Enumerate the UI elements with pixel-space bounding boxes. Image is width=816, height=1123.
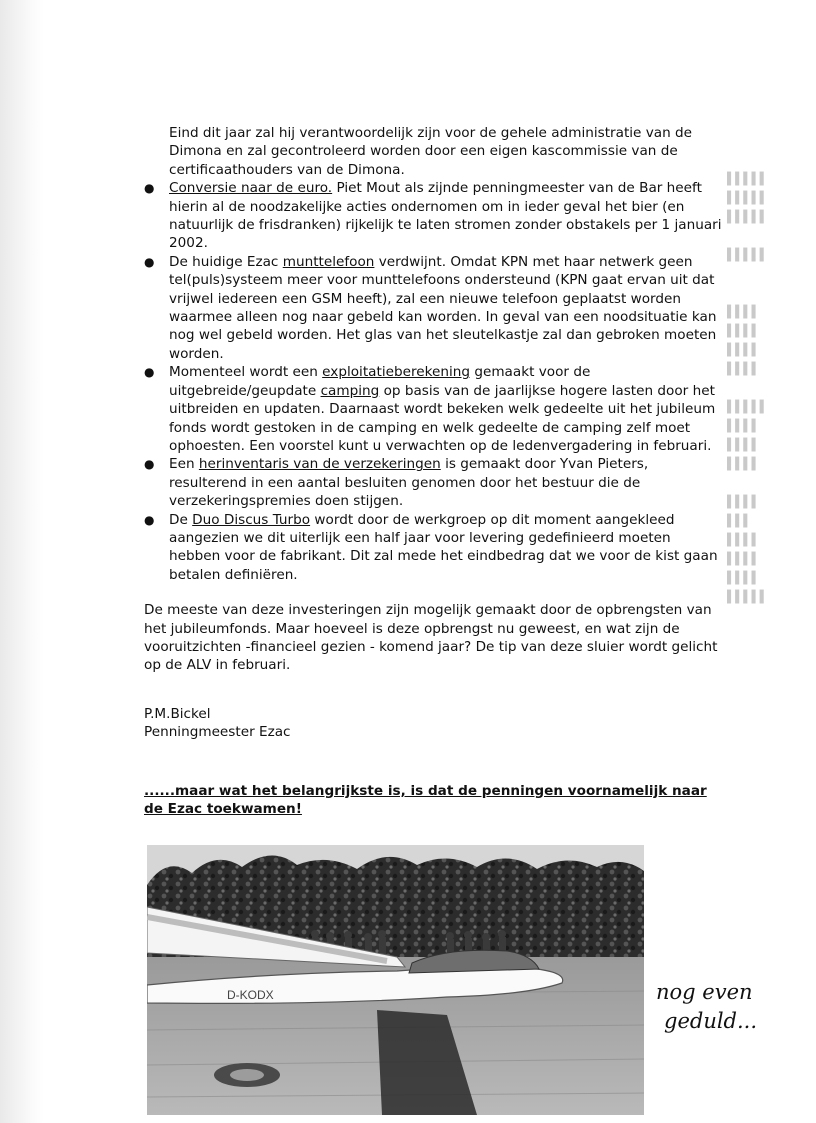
- signature-role: Penningmeester Ezac: [144, 724, 291, 741]
- bullet-prefix: Momenteel wordt een: [169, 364, 323, 381]
- bullet-item-exploitatie: [144, 363, 724, 455]
- bullet-dot-icon: ●: [144, 457, 155, 472]
- handwritten-line-1: nog even: [656, 980, 753, 1004]
- signature-block: [144, 705, 724, 742]
- summary-paragraph: De meeste van deze investeringen zijn mogelijk gemaakt door de opbrengsten van het jubileumfonds. Maar hoeveel is deze opbrengst nu geweest, en wat zijn de vooruitzichten -financieel gezien - komend jaar? De tip van deze sluier wordt gelicht op de ALV in februari.: [144, 602, 718, 674]
- show-through-text: ▌▌▌▌▌ ▌▌▌▌▌ ▌▌▌▌▌ ▌▌▌▌▌ ▌▌▌▌ ▌▌▌▌ ▌▌▌▌ ▌▌▌▌ ▌▌▌▌▌ ▌▌▌▌ ▌▌▌▌ ▌▌▌▌ ▌▌▌▌ ▌▌▌ ▌▌▌▌ ▌▌▌▌ ▌▌▌▌ ▌▌▌▌▌: [727, 173, 768, 603]
- bullet-text: verdwijnt. Omdat KPN met haar netwerk geen tel(puls)systeem meer voor munttelefoons ondersteund (KPN gaat ervan uit dat vrijwel iedereen een GSM heeft), zal een nieuwe telefoon geplaatst worden waarmee alleen nog naar gebeld kan worden. In geval van een noodsituatie kan nog wel gebeld worden. Het glas van het sleutelkastje zal dan gebroken moeten worden.: [169, 253, 717, 362]
- bullet-item-verzekeringen: [144, 455, 724, 510]
- bullet-text: is gemaakt door Yvan Pieters, resulterend in een aantal besluiten genomen door het bestuur die de verzekeringspremies doen stijgen.: [169, 456, 649, 510]
- handwritten-line-2: geduld...: [664, 1009, 758, 1033]
- bullet-highlight: herinventaris van de verzekeringen: [198, 456, 441, 473]
- closing-statement: ......maar wat het belangrijkste is, is dat de penningen voornamelijk naar de Ezac toekwamen!: [144, 782, 707, 817]
- bullet-dot-icon: ●: [144, 254, 155, 269]
- bullet-dot-icon: ●: [144, 512, 155, 527]
- bullet-dot-icon: ●: [144, 365, 155, 380]
- bullet-item-euro: [144, 179, 724, 253]
- bullet-item-duo-discus: [144, 511, 724, 585]
- signature-name: P.M.Bickel: [144, 705, 211, 722]
- bullet-prefix: De huidige Ezac: [169, 253, 283, 270]
- bullet-text: Piet Mout als zijnde penningmeester van de Bar heeft hierin al de noodzakelijke acties ondernomen om in ieder geval het bier (en natuurlijk de frisdranken) rijkelijk te laten stromen zonder obstakels per 1 januari 2002.: [169, 180, 722, 252]
- bullet-highlight: Duo Discus Turbo: [192, 511, 311, 528]
- intro-paragraph: Eind dit jaar zal hij verantwoordelijk zijn voor de gehele administratie van de Dimona en zal gecontroleerd worden door een eigen kascommissie van de certificaathouders van de Dimona.: [169, 125, 693, 178]
- bullet-text: wordt door de werkgroep op dit moment aangekleed aangezien we dit uiterlijk een half jaar voor levering gedefinieerd moeten hebben voor de fabrikant. Dit zal mede het eindbedrag dat we voor de kist gaan betalen definiëren.: [169, 511, 718, 583]
- bullet-item-telefoon: [144, 253, 724, 363]
- bullet-middle: gemaakt voor de uitgebreide/geupdate: [169, 364, 591, 399]
- glider-photo: [147, 845, 644, 1115]
- bullet-prefix: Een: [169, 456, 199, 473]
- bullet-prefix: De: [169, 511, 193, 528]
- glider-registration: D-KODX: [227, 988, 274, 1002]
- bullet-highlight: exploitatieberekening: [322, 364, 470, 381]
- handwritten-note: [656, 978, 806, 1036]
- document-body: [144, 124, 724, 818]
- bullet-highlight: munttelefoon: [282, 253, 375, 270]
- bullet-highlight: Conversie naar de euro.: [169, 180, 333, 197]
- bullet-text: op basis van de jaarlijkse hogere lasten door het uitbreiden en updaten. Daarnaast wordt bekeken welk gedeelte uit het jubileum fonds wordt gestoken in de camping en welk gedeelte de camping zelf moet ophoesten. Een voorstel kunt u verwachten op de ledenvergadering in februari.: [169, 382, 716, 454]
- bullet-highlight-camping: camping: [320, 382, 380, 399]
- bullet-dot-icon: ●: [144, 181, 155, 196]
- glider-photo-illustration: [147, 845, 644, 1115]
- bullet-list: [144, 179, 724, 584]
- scan-edge-shadow: [0, 0, 44, 1123]
